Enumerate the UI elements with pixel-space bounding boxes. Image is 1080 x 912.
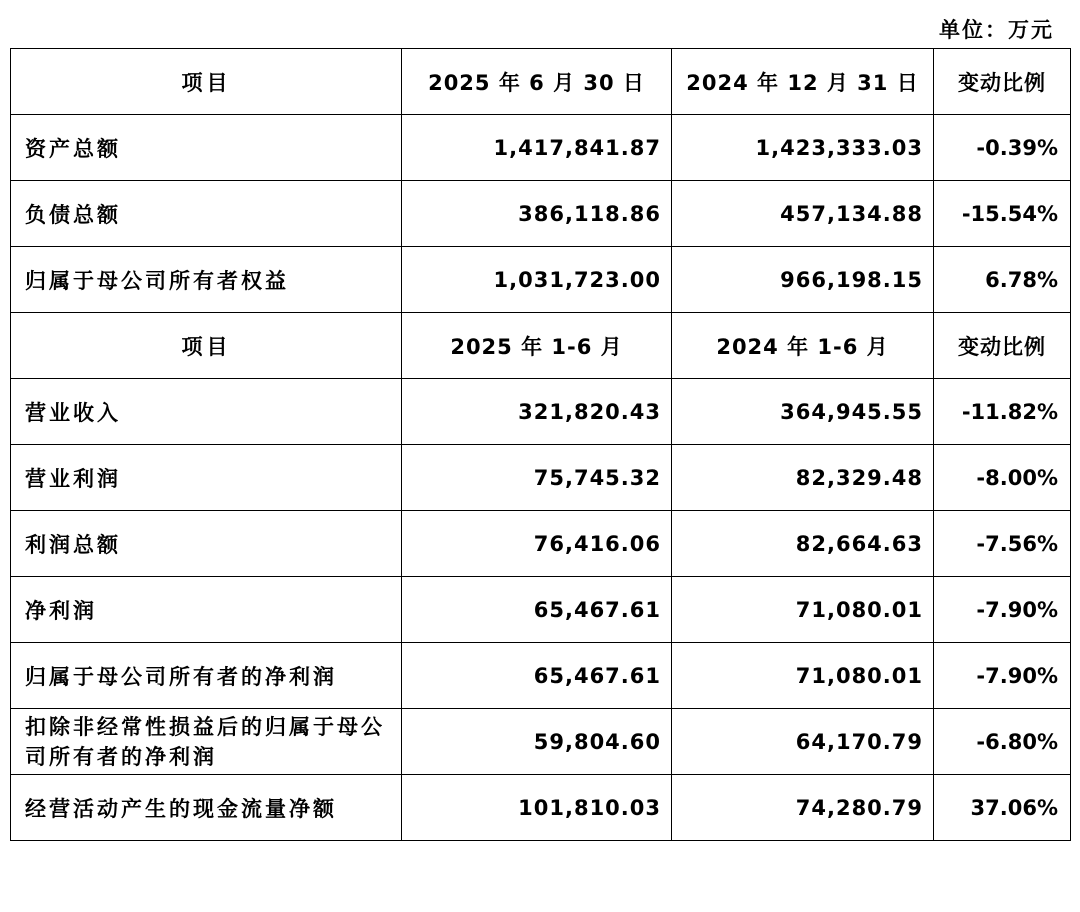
row-change-ratio: 37.06% xyxy=(934,775,1071,841)
row-change-ratio: -7.56% xyxy=(934,511,1071,577)
table-row xyxy=(11,445,1071,511)
table-row xyxy=(11,247,1071,313)
header-previous-period: 2024 年 12 月 31 日 xyxy=(672,49,934,115)
row-change-ratio: -6.80% xyxy=(934,709,1071,775)
table-row xyxy=(11,181,1071,247)
row-change-ratio: -8.00% xyxy=(934,445,1071,511)
row-change-ratio: -7.90% xyxy=(934,643,1071,709)
row-item: 资产总额 xyxy=(11,115,402,181)
row-previous-value: 74,280.79 xyxy=(672,775,934,841)
row-current-value: 1,417,841.87 xyxy=(402,115,672,181)
row-previous-value: 1,423,333.03 xyxy=(672,115,934,181)
table-row xyxy=(11,643,1071,709)
row-current-value: 75,745.32 xyxy=(402,445,672,511)
row-item: 营业收入 xyxy=(11,379,402,445)
row-change-ratio: -7.90% xyxy=(934,577,1071,643)
row-current-value: 59,804.60 xyxy=(402,709,672,775)
row-previous-value: 82,329.48 xyxy=(672,445,934,511)
row-previous-value: 82,664.63 xyxy=(672,511,934,577)
header-previous-period: 2024 年 1-6 月 xyxy=(672,313,934,379)
row-current-value: 101,810.03 xyxy=(402,775,672,841)
row-change-ratio: 6.78% xyxy=(934,247,1071,313)
row-change-ratio: -0.39% xyxy=(934,115,1071,181)
row-item: 营业利润 xyxy=(11,445,402,511)
row-item: 利润总额 xyxy=(11,511,402,577)
row-current-value: 1,031,723.00 xyxy=(402,247,672,313)
unit-label: 单位：万元 xyxy=(939,18,1054,42)
table-row xyxy=(11,115,1071,181)
row-current-value: 386,118.86 xyxy=(402,181,672,247)
header-current-period: 2025 年 6 月 30 日 xyxy=(402,49,672,115)
header-current-period: 2025 年 1-6 月 xyxy=(402,313,672,379)
row-item: 归属于母公司所有者权益 xyxy=(11,247,402,313)
table-row xyxy=(11,775,1071,841)
row-item: 负债总额 xyxy=(11,181,402,247)
row-item: 扣除非经常性损益后的归属于母公司所有者的净利润 xyxy=(11,709,402,775)
row-current-value: 321,820.43 xyxy=(402,379,672,445)
row-current-value: 65,467.61 xyxy=(402,577,672,643)
row-change-ratio: -11.82% xyxy=(934,379,1071,445)
table-header-row xyxy=(11,49,1071,115)
row-change-ratio: -15.54% xyxy=(934,181,1071,247)
header-item: 项目 xyxy=(11,313,402,379)
header-item: 项目 xyxy=(11,49,402,115)
table-row xyxy=(11,379,1071,445)
row-previous-value: 364,945.55 xyxy=(672,379,934,445)
header-change-ratio: 变动比例 xyxy=(934,313,1071,379)
row-previous-value: 966,198.15 xyxy=(672,247,934,313)
row-item: 经营活动产生的现金流量净额 xyxy=(11,775,402,841)
row-item: 归属于母公司所有者的净利润 xyxy=(11,643,402,709)
table-row xyxy=(11,511,1071,577)
row-previous-value: 64,170.79 xyxy=(672,709,934,775)
row-previous-value: 71,080.01 xyxy=(672,643,934,709)
row-previous-value: 457,134.88 xyxy=(672,181,934,247)
header-change-ratio: 变动比例 xyxy=(934,49,1071,115)
table-row xyxy=(11,577,1071,643)
row-current-value: 65,467.61 xyxy=(402,643,672,709)
table-header-row xyxy=(11,313,1071,379)
financial-summary-table xyxy=(10,48,1071,841)
row-item: 净利润 xyxy=(11,577,402,643)
table-row xyxy=(11,709,1071,775)
row-previous-value: 71,080.01 xyxy=(672,577,934,643)
row-current-value: 76,416.06 xyxy=(402,511,672,577)
